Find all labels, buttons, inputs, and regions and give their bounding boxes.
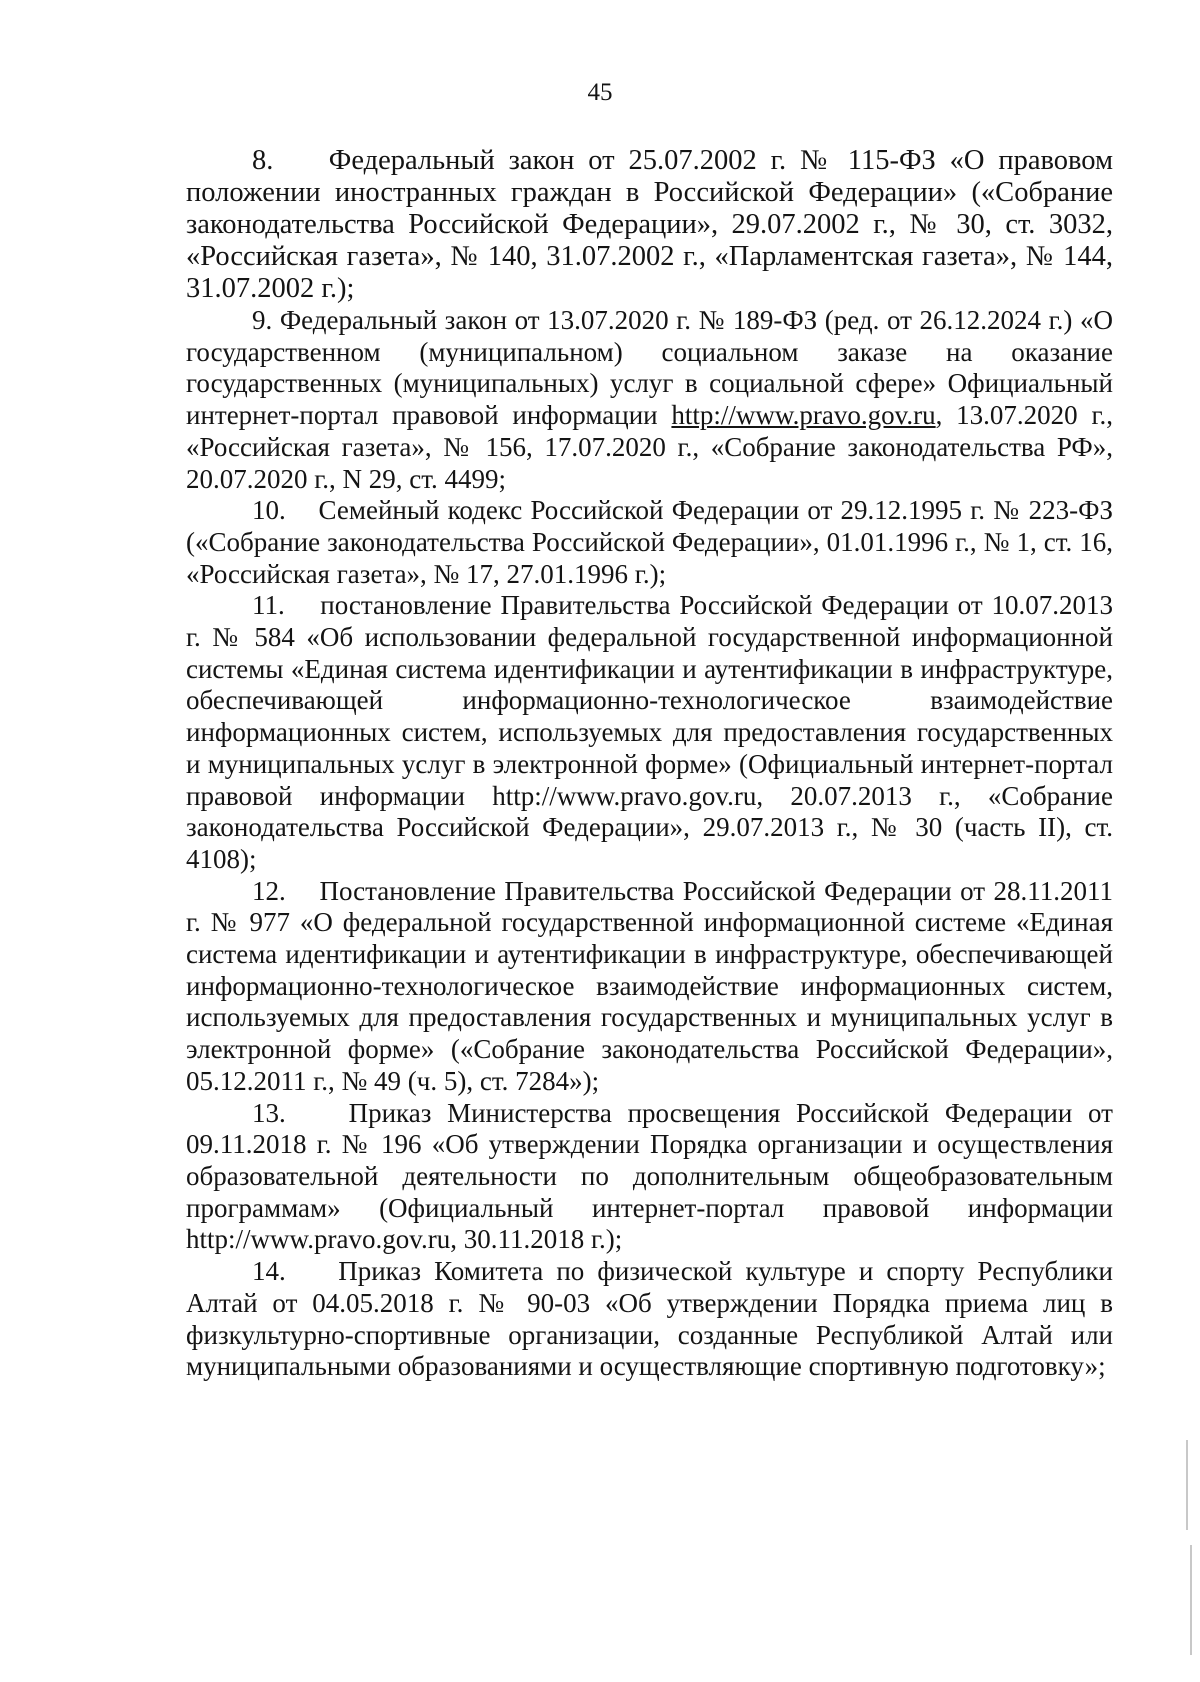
item-text-continued: , 13.07.2020 г., «Российская газета», № 156, 17.07.2020 г., «Собрание законодательства РФ», 20.07.2020 г., N 29, ст. 4499; [186,400,1113,494]
list-item [186,305,1113,495]
item-text: 9. Федеральный закон от 13.07.2020 г. № 189-ФЗ (ред. от 26.12.2024 г.) «О государственном (муниципальном) социальном заказе на оказание государственных (муниципальных) услуг в социальной сфере» Официальный интернет-портал правовой информации [186,305,1113,431]
page-number: 45 [587,79,613,106]
list-item [186,590,1113,875]
item-text: 11. постановление Правительства Российской Федерации от 10.07.2013 г. № 584 «Об использовании федеральной государственной информационной системы «Единая система идентификации и аутентификации в инфраструктуре, обеспечивающей информационно-технологическое взаимодействие информационных систем, используемых для предоставления государственных и муниципальных услуг в электронной форме» (Официальный интернет-портал правовой информации http://www.pravo.gov.ru, 20.07.2013 г., «Собрание законодательства Российской Федерации», 29.07.2013 г., № 30 (часть II), ст. 4108); [186,590,1113,874]
list-item [186,145,1113,305]
scan-edge-mark [1190,1545,1192,1655]
scan-edge-mark [1186,1440,1188,1530]
list-item [186,495,1113,590]
item-text: 10. Семейный кодекс Российской Федерации от 29.12.1995 г. № 223-ФЗ («Собрание законодательства Российской Федерации», 01.01.1996 г., № 1, ст. 16, «Российская газета», № 17, 27.01.1996 г.); [186,495,1113,589]
item-text: 14. Приказ Комитета по физической культуре и спорту Республики Алтай от 04.05.2018 г. № 90-03 «Об утверждении Порядка приема лиц в физкультурно-спортивные организации, созданные Республикой Алтай или муниципальными образованиями и осуществляющие спортивную подготовку»; [186,1256,1113,1382]
item-text: 8. Федеральный закон от 25.07.2002 г. № 115-ФЗ «О правовом положении иностранных граждан в Российской Федерации» («Собрание законодательства Российской Федерации», 29.07.2002 г., № 30, ст. 3032, «Российская газета», № 140, 31.07.2002 г., «Парламентская газета», № 144, 31.07.2002 г.); [186,145,1113,304]
item-text: 13. Приказ Министерства просвещения Российской Федерации от 09.11.2018 г. № 196 «Об утверждении Порядка организации и осуществления образовательной деятельности по дополнительным общеобразовательным программам» (Официальный интернет-портал правовой информации http://www.pravo.gov.ru, 30.11.2018 г.); [186,1097,1113,1255]
list-item [186,1256,1113,1383]
list-item [186,1098,1113,1257]
pravo-gov-link[interactable]: http://www.pravo.gov.ru [671,400,936,431]
list-item [186,876,1113,1098]
item-text: 12. Постановление Правительства Российской Федерации от 28.11.2011 г. № 977 «О федеральной государственной информационной системе «Единая система идентификации и аутентификации в инфраструктуре, обеспечивающей информационно-технологическое взаимодействие информационных систем, используемых для предоставления государственных и муниципальных услуг в электронной форме» («Собрание законодательства Российской Федерации», 05.12.2011 г., № 49 (ч. 5), ст. 7284»); [186,875,1113,1096]
document-body [186,145,1113,1383]
